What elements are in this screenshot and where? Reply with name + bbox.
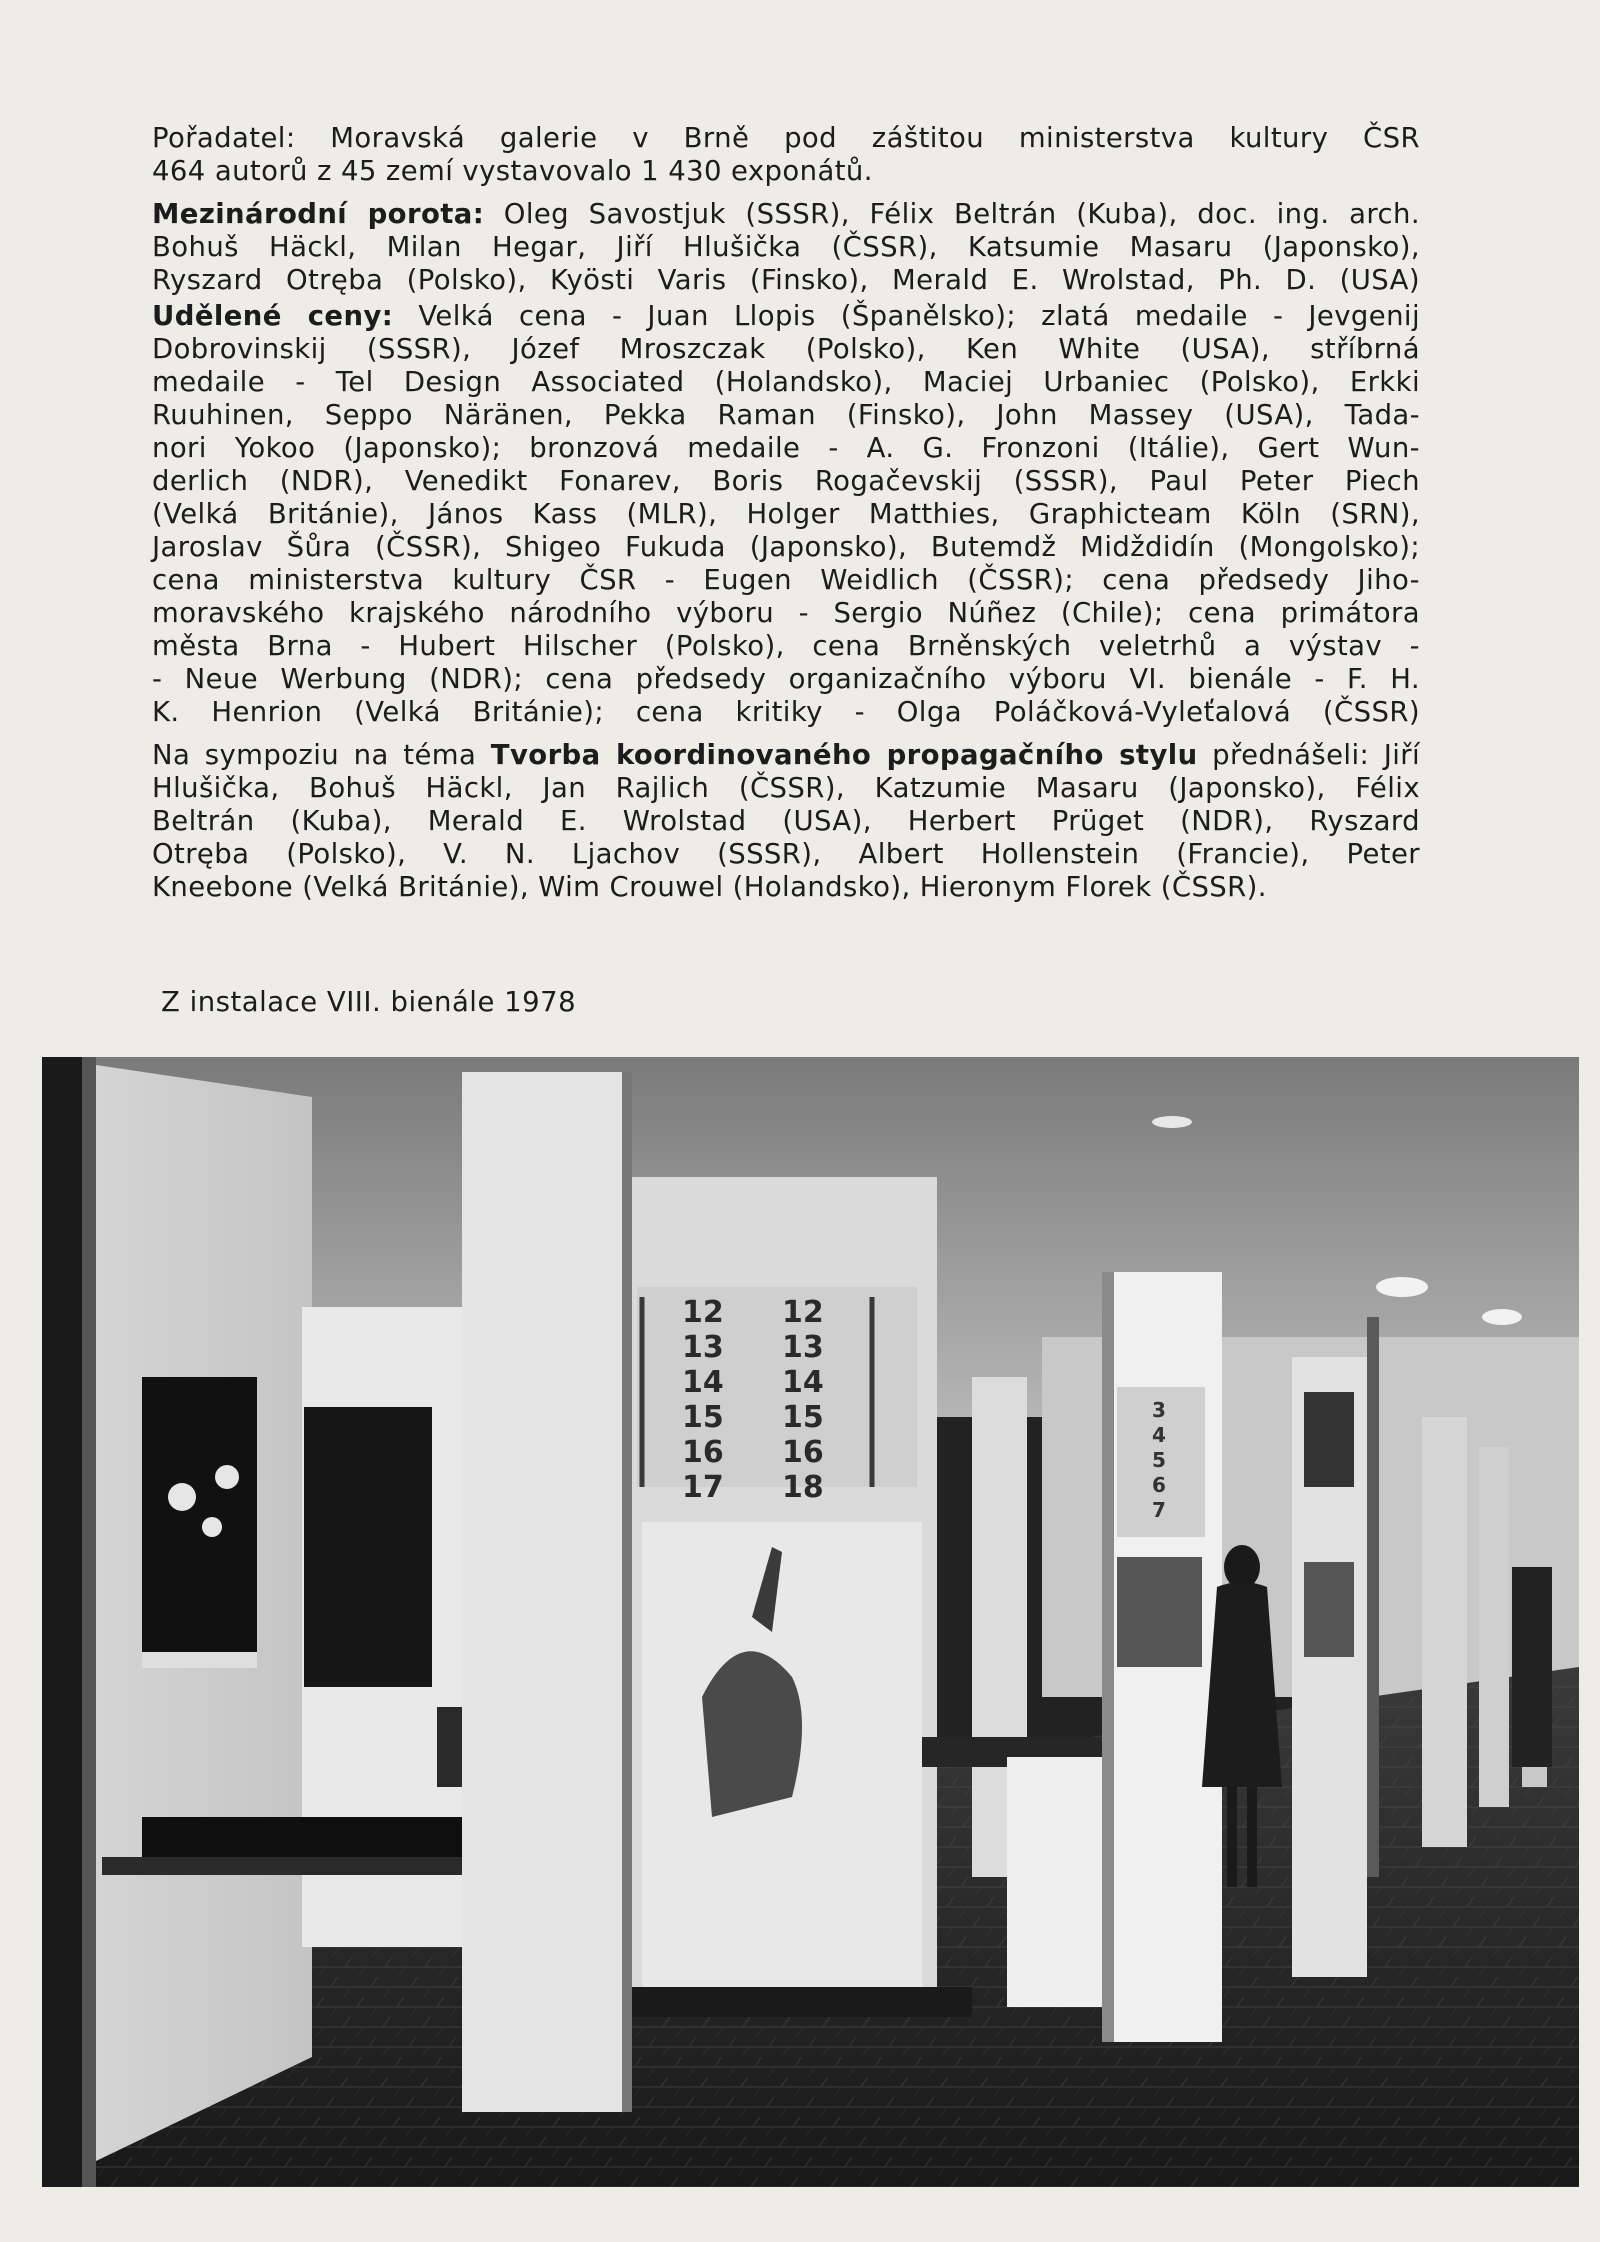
awards-line: - Neue Werbung (NDR); cena předsedy organizačního výboru VI. bienále - F. H. (152, 663, 1420, 695)
svg-text:3: 3 (1152, 1398, 1166, 1422)
awards-line: Dobrovinskij (SSSR), Józef Mroszczak (Polsko), Ken White (USA), stříbrná (152, 333, 1420, 365)
symposium-intro: Na sympoziu na téma (152, 739, 477, 771)
svg-text:14: 14 (682, 1365, 724, 1400)
organizer-paragraph (152, 122, 1420, 188)
awards-line: města Brna - Hubert Hilscher (Polsko), cena Brněnských veletrhů a výstav - (152, 630, 1420, 662)
symposium-topic: Tvorba koordinovaného propagačního stylu (490, 739, 1198, 771)
svg-text:13: 13 (782, 1330, 824, 1365)
symposium-paragraph (152, 739, 1420, 904)
svg-text:13: 13 (682, 1330, 724, 1365)
jury-line: Ryszard Otręba (Polsko), Kyösti Varis (Finsko), Merald E. Wrolstad, Ph. D. (USA) (152, 264, 1420, 296)
jury-line (152, 198, 1420, 231)
svg-text:7: 7 (1152, 1498, 1166, 1522)
jury-text: Oleg Savostjuk (SSSR), Félix Beltrán (Kuba), doc. ing. arch. (503, 198, 1420, 230)
jury-paragraph (152, 198, 1420, 297)
svg-text:6: 6 (1152, 1473, 1166, 1497)
svg-text:15: 15 (682, 1400, 724, 1435)
symposium-line: Otręba (Polsko), V. N. Ljachov (SSSR), Albert Hollenstein (Francie), Peter (152, 838, 1420, 870)
exhibition-photo-illustration (42, 1057, 1579, 2187)
awards-text: Velká cena - Juan Llopis (Španělsko); zlatá medaile - Jevgenij (418, 300, 1421, 332)
jury-line: Bohuš Häckl, Milan Hegar, Jiří Hlušička (ČSSR), Katsumie Masaru (Japonsko), (152, 231, 1420, 263)
organizer-line: Pořadatel: Moravská galerie v Brně pod záštitou ministerstva kultury ČSR (152, 122, 1420, 154)
awards-line: (Velká Británie), János Kass (MLR), Holger Matthies, Graphicteam Köln (SRN), (152, 498, 1420, 530)
svg-text:12: 12 (782, 1295, 824, 1330)
symposium-line: Kneebone (Velká Británie), Wim Crouwel (Holandsko), Hieronym Florek (ČSSR). (152, 871, 1267, 903)
svg-text:16: 16 (682, 1435, 724, 1470)
svg-text:18: 18 (782, 1470, 824, 1505)
awards-line: cena ministerstva kultury ČSR - Eugen Weidlich (ČSSR); cena předsedy Jiho- (152, 564, 1420, 596)
awards-line: moravského krajského národního výboru - Sergio Núñez (Chile); cena primátora (152, 597, 1420, 629)
awards-line: medaile - Tel Design Associated (Holandsko), Maciej Urbaniec (Polsko), Erkki (152, 366, 1420, 398)
awards-line: derlich (NDR), Venedikt Fonarev, Boris Rogačevskij (SSSR), Paul Peter Piech (152, 465, 1420, 497)
awards-line: Jaroslav Šůra (ČSSR), Shigeo Fukuda (Japonsko), Butemdž Midždidín (Mongolsko); (152, 531, 1420, 563)
jury-label: Mezinárodní porota: (152, 198, 485, 230)
photo-caption: Z instalace VIII. bienále 1978 (161, 986, 577, 1018)
svg-text:17: 17 (682, 1470, 724, 1505)
symposium-line: Beltrán (Kuba), Merald E. Wrolstad (USA), Herbert Prüget (NDR), Ryszard (152, 805, 1420, 837)
svg-text:5: 5 (1152, 1448, 1166, 1472)
symposium-line: Hlušička, Bohuš Häckl, Jan Rajlich (ČSSR), Katzumie Masaru (Japonsko), Félix (152, 772, 1420, 804)
symposium-line (152, 739, 1420, 772)
awards-label: Udělené ceny: (152, 300, 394, 332)
svg-text:4: 4 (1152, 1423, 1166, 1447)
awards-line: nori Yokoo (Japonsko); bronzová medaile - A. G. Fronzoni (Itálie), Gert Wun- (152, 432, 1420, 464)
svg-text:12: 12 (682, 1295, 724, 1330)
awards-line: Ruuhinen, Seppo Näränen, Pekka Raman (Finsko), John Massey (USA), Tada- (152, 399, 1420, 431)
organizer-line: 464 autorů z 45 zemí vystavovalo 1 430 exponátů. (152, 155, 873, 187)
svg-text:14: 14 (782, 1365, 824, 1400)
awards-paragraph (152, 300, 1420, 729)
article-text (152, 122, 1420, 904)
svg-text:16: 16 (782, 1435, 824, 1470)
awards-line: K. Henrion (Velká Británie); cena kritiky - Olga Poláčková-Vyleťalová (ČSSR) (152, 696, 1420, 728)
svg-text:15: 15 (782, 1400, 824, 1435)
awards-line (152, 300, 1420, 333)
exhibition-photo (42, 1057, 1579, 2187)
symposium-text: přednášeli: Jiří (1212, 739, 1420, 771)
